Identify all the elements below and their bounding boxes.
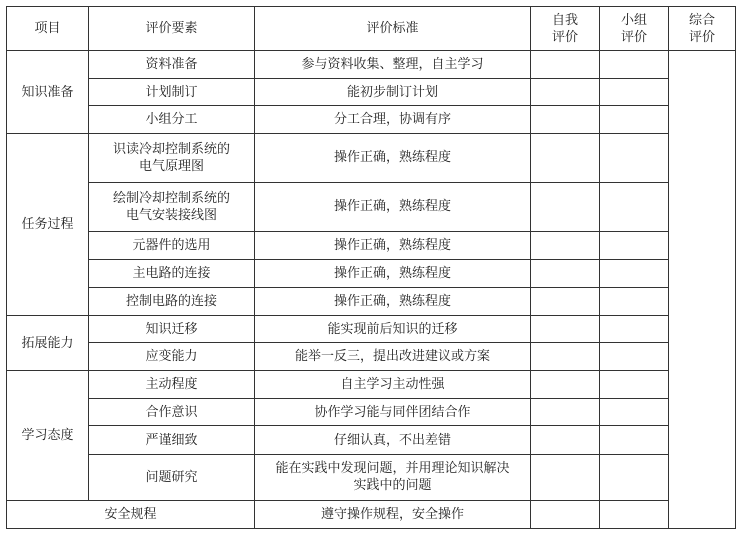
- element-cell: 控制电路的连接: [89, 287, 255, 315]
- self-eval-cell[interactable]: [531, 426, 600, 454]
- standard-cell: 能实现前后知识的迁移: [255, 316, 531, 343]
- element-cell: 计划制订: [89, 79, 255, 106]
- self-eval-cell[interactable]: [531, 316, 600, 343]
- header-project: 项目: [7, 7, 89, 51]
- header-standard: 评价标准: [255, 7, 531, 51]
- element-cell: 应变能力: [89, 343, 255, 371]
- standard-cell: 操作正确，熟练程度: [255, 259, 531, 287]
- section-name: 知识准备: [7, 51, 89, 134]
- self-eval-cell[interactable]: [531, 106, 600, 134]
- group-eval-cell[interactable]: [600, 134, 669, 182]
- standard-cell: 操作正确，熟练程度: [255, 231, 531, 259]
- standard-cell: 能初步制订计划: [255, 79, 531, 106]
- element-cell: 识读冷却控制系统的 电气原理图: [89, 134, 255, 182]
- table-row: [7, 454, 736, 500]
- table-row: [7, 51, 736, 79]
- element-cell: 严谨细致: [89, 426, 255, 454]
- self-eval-cell[interactable]: [531, 454, 600, 500]
- element-cell: 元器件的选用: [89, 231, 255, 259]
- table-row: [7, 231, 736, 259]
- header-self-evaluation: 自我 评价: [531, 7, 600, 51]
- table-row: [7, 426, 736, 454]
- table-row: [7, 287, 736, 315]
- self-eval-cell[interactable]: [531, 343, 600, 371]
- standard-cell: 遵守操作规程，安全操作: [255, 500, 531, 528]
- element-cell: 主电路的连接: [89, 259, 255, 287]
- table-row: [7, 399, 736, 426]
- section-name: 拓展能力: [7, 316, 89, 371]
- section-name: 任务过程: [7, 134, 89, 316]
- group-eval-cell[interactable]: [600, 259, 669, 287]
- self-eval-cell[interactable]: [531, 259, 600, 287]
- header-element: 评价要素: [89, 7, 255, 51]
- table-row: [7, 500, 736, 528]
- group-eval-cell[interactable]: [600, 454, 669, 500]
- header-row: [7, 7, 736, 51]
- self-eval-cell[interactable]: [531, 51, 600, 79]
- group-eval-cell[interactable]: [600, 316, 669, 343]
- standard-cell: 能举一反三，提出改进建议或方案: [255, 343, 531, 371]
- standard-cell: 能在实践中发现问题，并用理论知识解决 实践中的问题: [255, 454, 531, 500]
- self-eval-cell[interactable]: [531, 182, 600, 231]
- table-row: [7, 343, 736, 371]
- element-cell: 绘制冷却控制系统的 电气安装接线图: [89, 182, 255, 231]
- self-eval-cell[interactable]: [531, 371, 600, 399]
- table-row: [7, 182, 736, 231]
- standard-cell: 分工合理，协调有序: [255, 106, 531, 134]
- group-eval-cell[interactable]: [600, 500, 669, 528]
- header-group-evaluation: 小组 评价: [600, 7, 669, 51]
- self-eval-cell[interactable]: [531, 399, 600, 426]
- standard-cell: 协作学习能与同伴团结合作: [255, 399, 531, 426]
- table-row: [7, 106, 736, 134]
- standard-cell: 仔细认真，不出差错: [255, 426, 531, 454]
- footer-name: 安全规程: [7, 500, 255, 528]
- group-eval-cell[interactable]: [600, 51, 669, 79]
- standard-cell: 操作正确，熟练程度: [255, 134, 531, 182]
- standard-cell: 操作正确，熟练程度: [255, 182, 531, 231]
- table-row: [7, 79, 736, 106]
- group-eval-cell[interactable]: [600, 79, 669, 106]
- group-eval-cell[interactable]: [600, 399, 669, 426]
- self-eval-cell[interactable]: [531, 79, 600, 106]
- group-eval-cell[interactable]: [600, 287, 669, 315]
- self-eval-cell[interactable]: [531, 134, 600, 182]
- table-row: [7, 371, 736, 399]
- table-row: [7, 259, 736, 287]
- self-eval-cell[interactable]: [531, 231, 600, 259]
- group-eval-cell[interactable]: [600, 371, 669, 399]
- self-eval-cell[interactable]: [531, 287, 600, 315]
- element-cell: 小组分工: [89, 106, 255, 134]
- standard-cell: 自主学习主动性强: [255, 371, 531, 399]
- element-cell: 知识迁移: [89, 316, 255, 343]
- section-name: 学习态度: [7, 371, 89, 501]
- self-eval-cell[interactable]: [531, 500, 600, 528]
- group-eval-cell[interactable]: [600, 426, 669, 454]
- group-eval-cell[interactable]: [600, 106, 669, 134]
- evaluation-table: [6, 6, 736, 529]
- element-cell: 主动程度: [89, 371, 255, 399]
- standard-cell: 参与资料收集、整理，自主学习: [255, 51, 531, 79]
- overall-eval-cell[interactable]: [669, 51, 736, 529]
- group-eval-cell[interactable]: [600, 343, 669, 371]
- standard-cell: 操作正确，熟练程度: [255, 287, 531, 315]
- element-cell: 合作意识: [89, 399, 255, 426]
- table-row: [7, 316, 736, 343]
- group-eval-cell[interactable]: [600, 231, 669, 259]
- element-cell: 资料准备: [89, 51, 255, 79]
- header-overall-evaluation: 综合 评价: [669, 7, 736, 51]
- table-row: [7, 134, 736, 182]
- group-eval-cell[interactable]: [600, 182, 669, 231]
- element-cell: 问题研究: [89, 454, 255, 500]
